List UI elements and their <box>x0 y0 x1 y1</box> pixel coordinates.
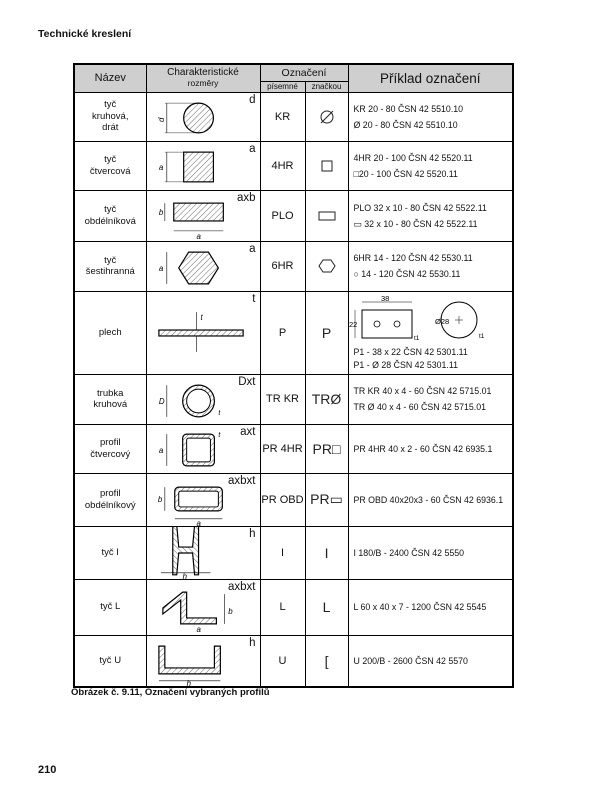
rectangle-symbol-icon <box>305 190 348 241</box>
svg-text:a: a <box>158 263 163 273</box>
svg-text:b: b <box>227 606 233 616</box>
figure-u-channel: h h <box>146 635 260 687</box>
example-cell: PLO 32 x 10 - 80 ČSN 42 5522.11 ▭ 32 x 10 - 80 ČSN 42 5522.11 <box>348 190 513 241</box>
row-name: tyč obdélníková <box>74 190 146 241</box>
svg-text:t: t <box>217 431 220 439</box>
svg-text:D: D <box>158 396 165 406</box>
header-znackou: značkou <box>305 81 348 92</box>
written-designation: PR 4HR <box>260 424 305 473</box>
written-designation: 6HR <box>260 241 305 291</box>
table-row <box>74 635 513 687</box>
rect-profile-symbol: PR▭ <box>305 473 348 526</box>
row-name: tyč U <box>74 635 146 687</box>
figure-sheet: t t <box>146 291 260 374</box>
example-cell: 6HR 14 - 120 ČSN 42 5530.11 ○ 14 - 120 ČSN 42 5530.11 <box>348 241 513 291</box>
example-cell: KR 20 - 80 ČSN 42 5510.10 Ø 20 - 80 ČSN 42 5510.10 <box>348 92 513 141</box>
table-row <box>74 424 513 473</box>
example-cell: 4HR 20 - 100 ČSN 42 5520.11 □20 - 100 ČSN 42 5520.11 <box>348 141 513 190</box>
row-name: tyč L <box>74 579 146 635</box>
table-row <box>74 579 513 635</box>
figure-l-angle: axbxt b a <box>146 579 260 635</box>
row-name: profil obdélníkový <box>74 473 146 526</box>
header-name: Název <box>74 64 146 92</box>
header-oznaceni: Označení <box>260 64 348 81</box>
u-channel-symbol: [ <box>305 635 348 687</box>
figure-caption: Obrázek č. 9.11, Označení vybraných profilů <box>71 687 270 698</box>
written-designation: PLO <box>260 190 305 241</box>
svg-text:t: t <box>217 409 220 417</box>
row-name: tyč čtvercová <box>74 141 146 190</box>
page-header: Technické kreslení <box>38 28 132 40</box>
svg-text:b: b <box>158 207 163 217</box>
written-designation: PR OBD <box>260 473 305 526</box>
example-cell: I 180/B - 2400 ČSN 42 5550 <box>348 526 513 579</box>
figure-square-bar: a a <box>146 141 260 190</box>
row-name: trubka kruhová <box>74 374 146 424</box>
svg-text:h: h <box>182 571 187 579</box>
square-profile-symbol: PR□ <box>305 424 348 473</box>
table-row <box>74 374 513 424</box>
sheet-diameter-label: Ø28 <box>434 316 449 326</box>
sheet-height-label: 22 <box>348 319 357 329</box>
row-name: profil čtvercový <box>74 424 146 473</box>
header-pisemne: písemné <box>260 81 305 92</box>
svg-text:a: a <box>158 445 163 455</box>
sheet-thickness-label-2: t1 <box>478 332 484 340</box>
example-cell: TR KR 40 x 4 - 60 ČSN 42 5715.01 TR Ø 40 x 4 - 60 ČSN 42 5715.01 <box>348 374 513 424</box>
example-cell: PR 4HR 40 x 2 - 60 ČSN 42 6935.1 <box>348 424 513 473</box>
profiles-table <box>73 63 514 688</box>
table-row <box>74 291 513 374</box>
example-cell: L 60 x 40 x 7 - 1200 ČSN 42 5545 <box>348 579 513 635</box>
written-designation: 4HR <box>260 141 305 190</box>
table-row <box>74 190 513 241</box>
table-row <box>74 526 513 579</box>
svg-text:a: a <box>196 231 201 241</box>
svg-text:d: d <box>156 117 166 122</box>
row-name: tyč I <box>74 526 146 579</box>
written-designation: I <box>260 526 305 579</box>
example-cell: 38 22 t1 Ø28 t1 P1 - 38 x 22 ČSN 42 5301.11 P1 - Ø 28 ČSN 42 5301.11 <box>348 291 513 374</box>
table-row <box>74 473 513 526</box>
written-designation: TR KR <box>260 374 305 424</box>
written-designation: L <box>260 579 305 635</box>
written-designation: U <box>260 635 305 687</box>
page-number: 210 <box>38 764 57 776</box>
diameter-symbol-icon <box>305 92 348 141</box>
figure-round-bar: d d <box>146 92 260 141</box>
l-angle-symbol: L <box>305 579 348 635</box>
row-name: tyč kruhová, drát <box>74 92 146 141</box>
square-symbol-icon <box>305 141 348 190</box>
example-cell: PR OBD 40x20x3 - 60 ČSN 42 6936.1 <box>348 473 513 526</box>
i-beam-symbol: I <box>305 526 348 579</box>
table-row <box>74 92 513 141</box>
svg-text:h: h <box>186 678 191 686</box>
figure-square-profile: axt a t <box>146 424 260 473</box>
figure-hex-bar: a a <box>146 241 260 291</box>
svg-text:a: a <box>196 624 201 634</box>
sheet-symbol: P <box>305 291 348 374</box>
sheet-thickness-label-1: t1 <box>413 334 419 342</box>
hexagon-symbol-icon <box>305 241 348 291</box>
written-designation: KR <box>260 92 305 141</box>
table-row <box>74 141 513 190</box>
sheet-example-drawing <box>349 294 514 346</box>
svg-text:a: a <box>158 162 163 172</box>
table-row <box>74 241 513 291</box>
figure-i-beam: h h <box>146 526 260 579</box>
svg-text:t: t <box>200 312 203 322</box>
figure-rectangular-bar: axb b a <box>146 190 260 241</box>
header-characteristic: Charakteristické rozměry <box>146 64 260 92</box>
row-name: tyč šestihranná <box>74 241 146 291</box>
written-designation: P <box>260 291 305 374</box>
figure-round-tube: Dxt D t <box>146 374 260 424</box>
tube-symbol: TRØ <box>305 374 348 424</box>
svg-text:b: b <box>157 494 162 504</box>
row-name: plech <box>74 291 146 374</box>
sheet-width-label: 38 <box>380 293 389 303</box>
svg-text:a: a <box>196 518 201 526</box>
example-cell: U 200/B - 2600 ČSN 42 5570 <box>348 635 513 687</box>
figure-rect-profile: axbxt b a <box>146 473 260 526</box>
header-priklad: Příklad označení <box>348 64 513 92</box>
